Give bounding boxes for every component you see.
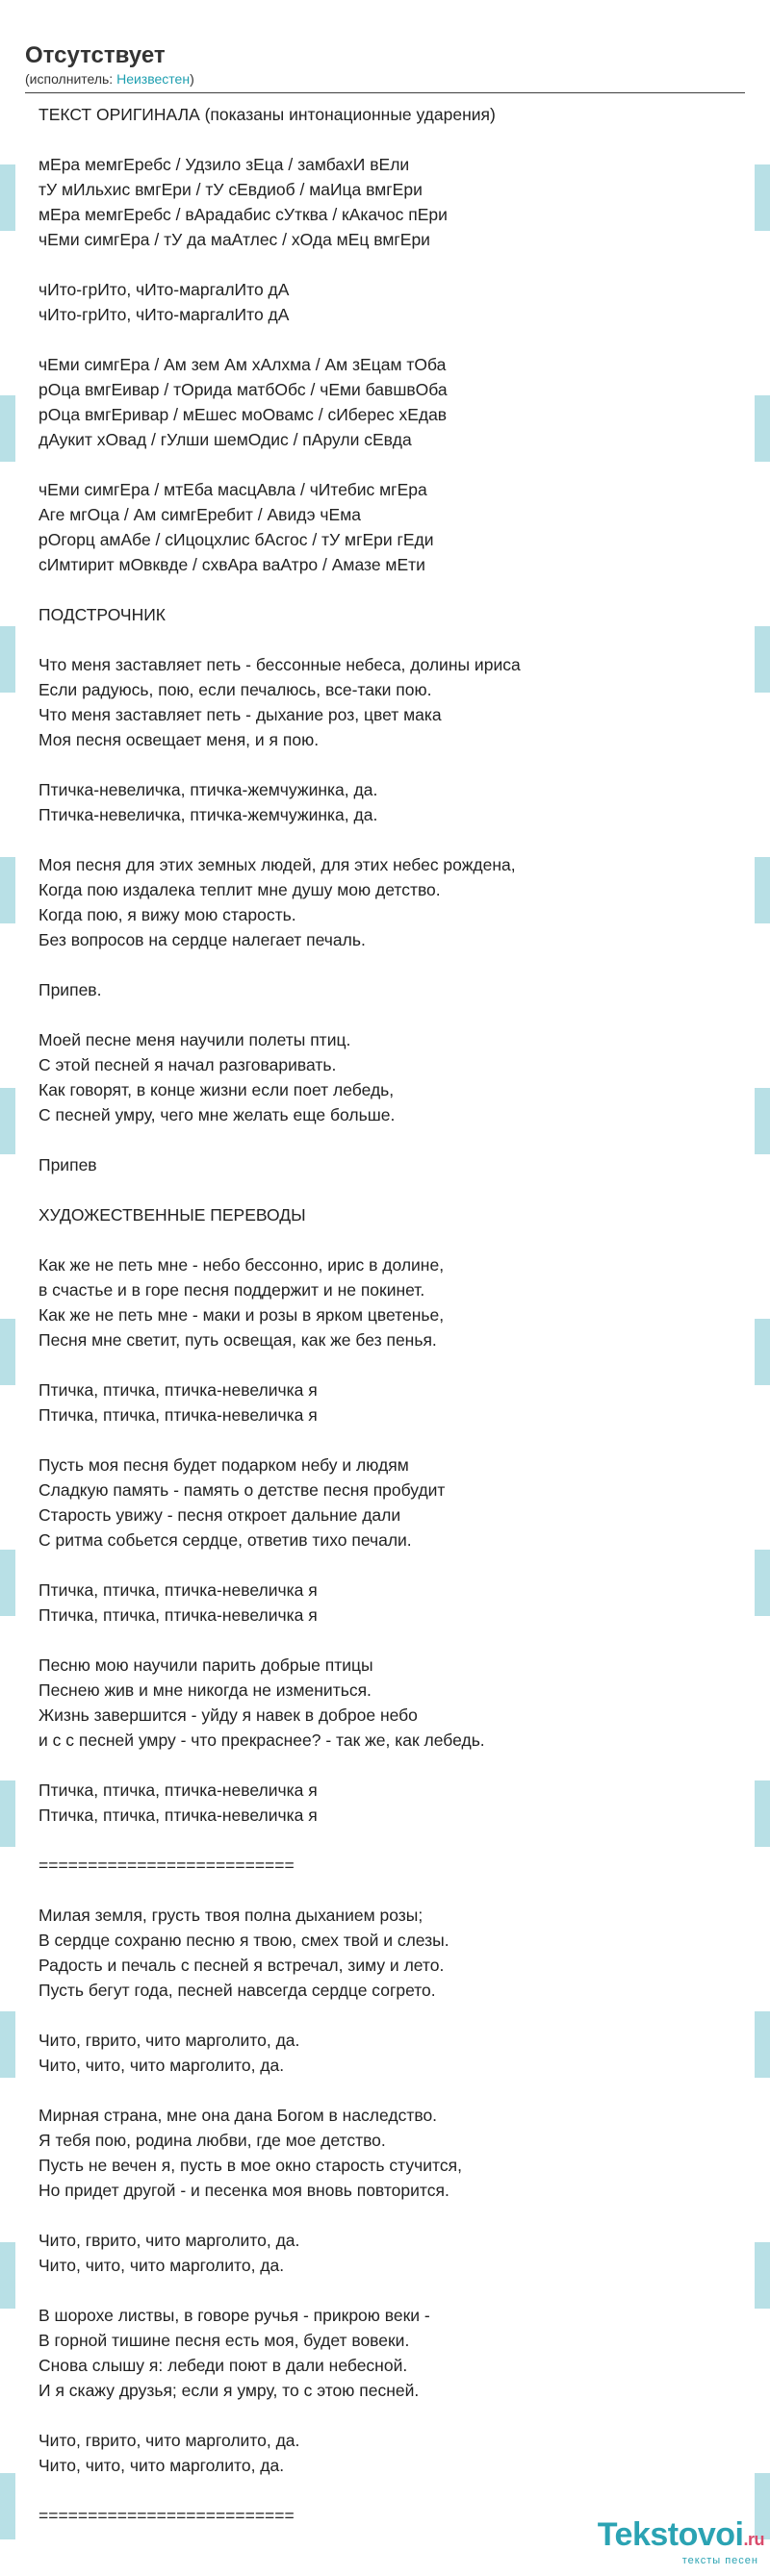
lyric-line: Как же не петь мне - маки и розы в ярком цветенье, (38, 1305, 445, 1325)
lyric-line: Чито, гврито, чито марголито, да. (38, 2231, 300, 2250)
lyric-line: В горной тишине песня есть моя, будет вовеки. (38, 2331, 410, 2350)
lyric-line: Птичка, птичка, птичка-невеличка я (38, 1405, 318, 1425)
lyric-blank-line (38, 752, 732, 777)
lyric-blank-line (38, 1177, 732, 1202)
lyric-line: Как говорят, в конце жизни если поет лебедь, (38, 1080, 395, 1099)
header-divider (25, 92, 745, 93)
logo-wordmark (598, 2516, 764, 2558)
lyric-line: Мирная страна, мне она дана Богом в наследство. (38, 2106, 438, 2125)
lyric-line: мЕра мемгЕребс / Удзило зЕца / замбахИ вЕли (38, 155, 410, 174)
lyric-line: Что меня заставляет петь - бессонные небеса, долины ириса (38, 655, 521, 674)
lyric-line: И я скажу друзья; если я умру, то с этою песней. (38, 2381, 420, 2400)
lyric-line: Я тебя пою, родина любви, где мое детство. (38, 2131, 386, 2150)
lyric-line: сИмтирит мОвквде / схвАра ваАтро / Амазе мЕти (38, 555, 425, 574)
lyric-blank-line (38, 2478, 732, 2503)
lyrics-text (38, 102, 732, 2528)
lyric-line: в счастье и в горе песня поддержит и не покинет. (38, 1280, 425, 1300)
logo-name: Tekstovoi (597, 2516, 744, 2553)
logo-tagline: тексты песен (681, 2555, 758, 2566)
lyric-line: Если радуюсь, пою, если печалюсь, все-таки пою. (38, 680, 432, 699)
song-header (25, 42, 194, 88)
lyric-line: ========================== (38, 1856, 295, 1875)
lyric-blank-line (38, 1352, 732, 1377)
lyric-line: Моя песня для этих земных людей, для этих небес рождена, (38, 855, 516, 874)
lyric-line: Птичка, птичка, птичка-невеличка я (38, 1806, 318, 1825)
lyric-line: Чито, чито, чито марголито, да. (38, 2056, 285, 2075)
lyric-line: чЕми симгЕра / Ам зем Ам хАлхма / Ам зЕцам тОба (38, 355, 447, 374)
lyric-blank-line (38, 1427, 732, 1452)
lyric-line: Пусть бегут года, песней навсегда сердце согрето. (38, 1981, 436, 2000)
lyric-line: Жизнь завершится - уйду я навек в доброе небо (38, 1705, 418, 1725)
lyric-blank-line (38, 2003, 732, 2028)
lyric-line: Птичка, птичка, птичка-невеличка я (38, 1780, 318, 1800)
lyric-line: Птичка-невеличка, птичка-жемчужинка, да. (38, 780, 378, 799)
lyric-line: Припев (38, 1155, 97, 1174)
lyric-blank-line (38, 452, 732, 477)
lyric-blank-line (38, 1628, 732, 1653)
lyric-line: рОгорц амАбе / сИцоцхлис бАсгос / тУ мгЕри гЕди (38, 530, 434, 549)
lyric-line: Но придет другой - и песенка моя вновь повторится. (38, 2181, 449, 2200)
lyric-line: Птичка, птичка, птичка-невеличка я (38, 1605, 318, 1625)
lyric-line: чЕми симгЕра / мтЕба масцАвла / чИтебис мгЕра (38, 480, 427, 499)
lyric-line: С песней умру, чего мне желать еще больше. (38, 1105, 396, 1124)
lyric-blank-line (38, 627, 732, 652)
lyric-line: Когда пою издалека теплит мне душу мою детство. (38, 880, 441, 899)
lyric-line: В сердце сохраню песню я твою, смех твой и слезы. (38, 1931, 449, 1950)
lyric-blank-line (38, 1553, 732, 1578)
lyric-line: Милая земля, грусть твоя полна дыханием розы; (38, 1906, 424, 1925)
lyric-line: Чито, гврито, чито марголито, да. (38, 2431, 300, 2450)
artist-link[interactable]: Неизвестен (116, 71, 191, 87)
lyric-line: и с с песней умру - что прекраснее? - так же, как лебедь. (38, 1730, 485, 1750)
lyric-line: чЕми симгЕра / тУ да маАтлес / хОда мЕц вмгЕри (38, 230, 430, 249)
lyric-blank-line (38, 1753, 732, 1778)
lyric-blank-line (38, 1227, 732, 1252)
lyric-blank-line (38, 1127, 732, 1152)
site-logo[interactable] (598, 2516, 764, 2566)
artist-prefix: (исполнитель: (25, 71, 117, 87)
lyric-blank-line (38, 827, 732, 852)
lyric-line: Когда пою, я вижу мою старость. (38, 905, 296, 924)
lyric-blank-line (38, 252, 732, 277)
lyric-line: Моей песне меня научили полеты птиц. (38, 1030, 351, 1049)
lyric-blank-line (38, 2078, 732, 2103)
lyric-blank-line (38, 1828, 732, 1853)
lyric-line: ХУДОЖЕСТВЕННЫЕ ПЕРЕВОДЫ (38, 1205, 306, 1225)
lyric-line: Как же не петь мне - небо бессонно, ирис в долине, (38, 1255, 445, 1275)
lyric-line: Чито, чито, чито марголито, да. (38, 2256, 285, 2275)
lyric-line: Старость увижу - песня откроет дальние дали (38, 1505, 401, 1525)
lyric-line: Снова слышу я: лебеди поют в дали небесной. (38, 2356, 408, 2375)
lyric-line: Песня мне светит, путь освещая, как же без пенья. (38, 1330, 437, 1350)
artist-suffix: ) (190, 71, 194, 87)
lyric-line: Птичка-невеличка, птичка-жемчужинка, да. (38, 805, 378, 824)
lyric-blank-line (38, 2403, 732, 2428)
lyric-line: В шорохе листвы, в говоре ручья - прикрою веки - (38, 2306, 430, 2325)
lyric-line: мЕра мемгЕребс / вАрадабис сУтква / кАкачос пЕри (38, 205, 448, 224)
lyric-line: чИто-грИто, чИто-маргалИто дА (38, 280, 290, 299)
lyric-line: ПОДСТРОЧНИК (38, 605, 166, 624)
lyric-line: Чито, чито, чито марголито, да. (38, 2456, 285, 2475)
lyric-line: Сладкую память - память о детстве песня пробудит (38, 1480, 446, 1500)
lyric-line: тУ мИльхис вмгЕри / тУ сЕвдиоб / маИца вмгЕри (38, 180, 423, 199)
lyric-line: С ритма собьется сердце, ответив тихо печали. (38, 1530, 412, 1550)
lyric-line: Припев. (38, 980, 102, 999)
lyric-line: Пусть не вечен я, пусть в мое окно старость стучится, (38, 2156, 462, 2175)
lyric-line: ========================== (38, 2506, 295, 2525)
lyric-blank-line (38, 2203, 732, 2228)
lyric-line: Аге мгОца / Ам симгЕребит / Авидэ чЕма (38, 505, 361, 524)
lyric-line: Моя песня освещает меня, и я пою. (38, 730, 320, 749)
lyric-line: Что меня заставляет петь - дыхание роз, цвет мака (38, 705, 442, 724)
lyric-line: Без вопросов на сердце налегает печаль. (38, 930, 366, 949)
lyric-blank-line (38, 127, 732, 152)
lyric-line: Пусть моя песня будет подарком небу и людям (38, 1455, 409, 1475)
lyric-line: Птичка, птичка, птичка-невеличка я (38, 1580, 318, 1600)
lyric-line: ТЕКСТ ОРИГИНАЛА (показаны интонационные ударения) (38, 105, 496, 124)
lyric-blank-line (38, 1878, 732, 1903)
lyric-line: Радость и печаль с песней я встречал, зиму и лето. (38, 1956, 445, 1975)
lyric-blank-line (38, 1002, 732, 1027)
lyric-blank-line (38, 2278, 732, 2303)
lyric-line: чИто-грИто, чИто-маргалИто дА (38, 305, 290, 324)
lyric-line: рОца вмгЕивар / тОрида матбОбс / чЕми бавшвОба (38, 380, 448, 399)
logo-tld: .ru (743, 2530, 764, 2549)
lyric-line: рОца вмгЕривар / мЕшес моОвамс / сИберес хЕдав (38, 405, 448, 424)
song-title: Отсутствует (25, 42, 166, 68)
lyric-line: Песнею жив и мне никогда не измениться. (38, 1680, 372, 1700)
lyric-line: дАукит хОвад / гУлши шемОдис / пАрули сЕвда (38, 430, 412, 449)
lyric-line: Песню мою научили парить добрые птицы (38, 1655, 373, 1675)
lyric-line: Птичка, птичка, птичка-невеличка я (38, 1380, 318, 1400)
lyric-blank-line (38, 952, 732, 977)
lyric-line: С этой песней я начал разговаривать. (38, 1055, 337, 1074)
lyric-blank-line (38, 327, 732, 352)
lyric-line: Чито, гврито, чито марголито, да. (38, 2031, 300, 2050)
lyric-blank-line (38, 577, 732, 602)
artist-line (25, 70, 194, 88)
